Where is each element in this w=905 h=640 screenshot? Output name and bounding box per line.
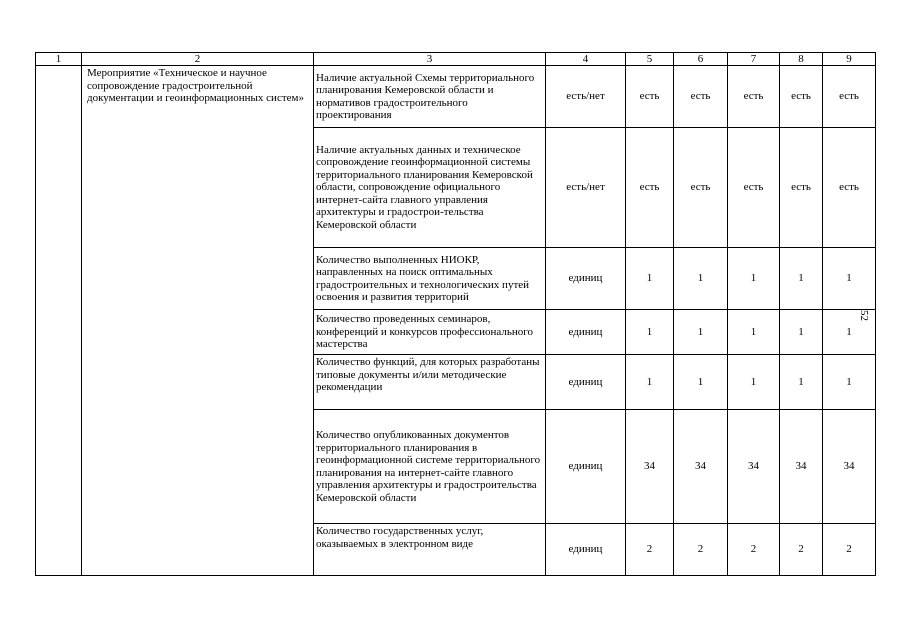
value-cell: 34 [728, 410, 780, 524]
header-cell-9: 9 [823, 53, 876, 66]
value-cell: 2 [823, 524, 876, 576]
value-cell: 34 [780, 410, 823, 524]
page-number: 52 [858, 310, 870, 321]
header-cell-1: 1 [36, 53, 82, 66]
value-cell: 1 [780, 310, 823, 355]
indicator-name: Количество государственных услуг, оказываемых в электронном виде [314, 524, 546, 576]
value-cell: есть [728, 66, 780, 128]
header-cell-6: 6 [674, 53, 728, 66]
value-cell: есть [780, 128, 823, 248]
unit-cell: есть/нет [546, 66, 626, 128]
header-cell-2: 2 [82, 53, 314, 66]
value-cell: 1 [823, 310, 876, 355]
value-cell: 2 [674, 524, 728, 576]
value-cell: 2 [728, 524, 780, 576]
value-cell: есть [823, 66, 876, 128]
table-row [36, 66, 876, 128]
indicator-name: Наличие актуальной Схемы территориального планирования Кемеровской области и нормативов градостроительного проектирования [314, 66, 546, 128]
value-cell: есть [780, 66, 823, 128]
value-cell: 1 [780, 248, 823, 310]
indicators-table [35, 52, 876, 576]
header-cell-3: 3 [314, 53, 546, 66]
value-cell: 1 [674, 248, 728, 310]
unit-cell: единиц [546, 248, 626, 310]
value-cell: 1 [728, 355, 780, 410]
unit-cell: есть/нет [546, 128, 626, 248]
header-row [36, 53, 876, 66]
indicator-name: Наличие актуальных данных и техническое сопровождение геоинформационной системы территориального планирования Кемеровской области, сопровождение официального интернет-сайта главного управления архитектуры и градострои-тельства Кемеровской области [314, 128, 546, 248]
value-cell: есть [626, 66, 674, 128]
value-cell: есть [823, 128, 876, 248]
value-cell: 1 [823, 355, 876, 410]
value-cell: 1 [626, 355, 674, 410]
value-cell: 1 [823, 248, 876, 310]
value-cell: есть [674, 128, 728, 248]
unit-cell: единиц [546, 355, 626, 410]
value-cell: 1 [780, 355, 823, 410]
value-cell: 34 [823, 410, 876, 524]
header-cell-5: 5 [626, 53, 674, 66]
value-cell: 2 [626, 524, 674, 576]
value-cell: 1 [626, 310, 674, 355]
header-cell-8: 8 [780, 53, 823, 66]
value-cell: 1 [626, 248, 674, 310]
indicator-name: Количество выполненных НИОКР, направленных на поиск оптимальных градостроительных и технологических путей освоения и развития территорий [314, 248, 546, 310]
value-cell: 2 [780, 524, 823, 576]
unit-cell: единиц [546, 524, 626, 576]
value-cell: есть [674, 66, 728, 128]
indicator-name: Количество опубликованных документов территориального планирования в геоинформационной системе территориального планирования на интернет-сайте главного управления архитектуры и градостроительства Кемеровской области [314, 410, 546, 524]
indicator-name: Количество проведенных семинаров, конференций и конкурсов профессионального мастерства [314, 310, 546, 355]
value-cell: 1 [674, 310, 728, 355]
unit-cell: единиц [546, 310, 626, 355]
row-number-cell [36, 66, 82, 576]
measure-name: Мероприятие «Техническое и научное сопровождение градостроительной документации и геоинформационных систем» [82, 66, 314, 576]
value-cell: есть [728, 128, 780, 248]
value-cell: есть [626, 128, 674, 248]
header-cell-4: 4 [546, 53, 626, 66]
header-cell-7: 7 [728, 53, 780, 66]
value-cell: 1 [674, 355, 728, 410]
indicator-name: Количество функций, для которых разработаны типовые документы и/или методические рекомендации [314, 355, 546, 410]
value-cell: 34 [626, 410, 674, 524]
value-cell: 1 [728, 310, 780, 355]
unit-cell: единиц [546, 410, 626, 524]
value-cell: 34 [674, 410, 728, 524]
value-cell: 1 [728, 248, 780, 310]
